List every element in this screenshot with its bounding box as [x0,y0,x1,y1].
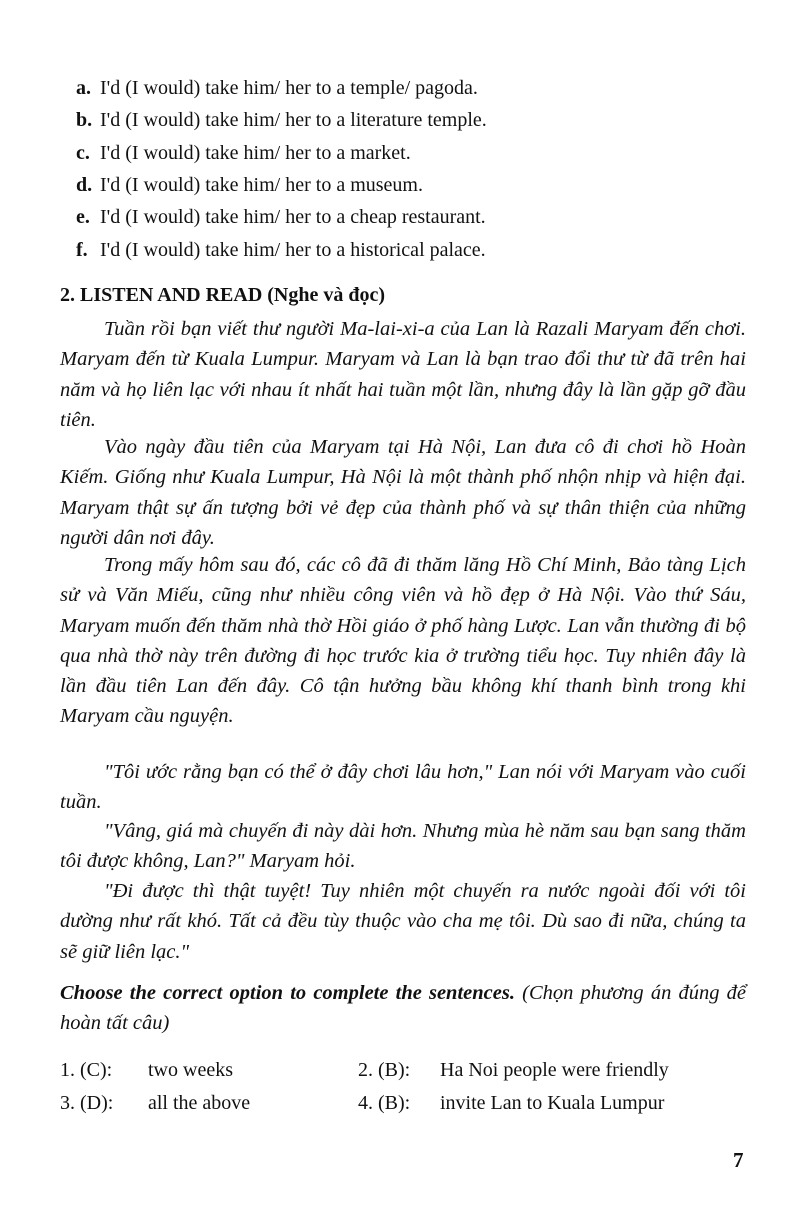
option-f [76,238,486,262]
reading-paragraph-6: "Đi được thì thật tuyệt! Tuy nhiên một chuyến ra nước ngoài đối với tôi dường như rất khó. Tất cả đều tùy thuộc vào cha mẹ tôi. Dù sao đi nữa, chúng ta sẽ giữ liên lạc." [60,880,746,963]
option-text: I'd (I would) take him/ her to a literature temple. [100,109,487,131]
page-number: 7 [733,1148,744,1172]
option-text: I'd (I would) take him/ her to a historical palace. [100,239,486,261]
option-c [76,141,411,165]
reading-paragraph-1: Tuần rồi bạn viết thư người Ma-lai-xi-a của Lan là Razali Maryam đến chơi. Maryam đến từ Kuala Lumpur. Maryam và Lan là bạn trao đổi thư từ đã trên hai năm và họ liên lạc với nhau ít nhất hai tuần một lần, nhưng đây là lần gặp gỡ đầu tiên. [60,318,746,431]
option-letter: a. [76,77,91,99]
reading-paragraph-2: Vào ngày đầu tiên của Maryam tại Hà Nội, Lan đưa cô đi chơi hồ Hoàn Kiếm. Giống như Kuala Lumpur, Hà Nội là một thành phố nhộn nhịp và hiện đại. Maryam thật sự ấn tượng bởi vẻ đẹp của thành phố và sự thân thiện của những người dân nơi đây. [60,436,746,549]
section-heading: 2. LISTEN AND READ (Nghe và đọc) [60,284,386,306]
instruction-english: Choose the correct option to complete the sentences. [60,982,515,1004]
answer-3-number: 3. (D): [60,1092,114,1114]
option-b [76,108,487,132]
exercise-instruction [60,978,746,1038]
answer-3-text: all the above [148,1092,251,1114]
option-text: I'd (I would) take him/ her to a cheap restaurant. [100,206,486,228]
option-text: I'd (I would) take him/ her to a museum. [100,174,423,196]
option-letter: d. [76,174,93,196]
option-text: I'd (I would) take him/ her to a market. [100,142,411,164]
answer-4-text: invite Lan to Kuala Lumpur [440,1092,665,1114]
reading-paragraph-5: "Vâng, giá mà chuyến đi này dài hơn. Nhưng mùa hè năm sau bạn sang thăm tôi được không, Lan?" Maryam hỏi. [60,820,746,873]
option-text: I'd (I would) take him/ her to a temple/ pagoda. [100,77,478,99]
answer-1-number: 1. (C): [60,1059,113,1081]
reading-paragraph-4: "Tôi ước rằng bạn có thể ở đây chơi lâu hơn," Lan nói với Maryam vào cuối tuần. [60,761,746,814]
answer-1-text: two weeks [148,1059,233,1081]
option-letter: f. [76,239,88,261]
option-e [76,205,486,229]
option-d [76,173,423,197]
answer-2-number: 2. (B): [358,1059,411,1081]
reading-paragraph-3: Trong mấy hôm sau đó, các cô đã đi thăm lăng Hồ Chí Minh, Bảo tàng Lịch sử và Văn Miếu, cũng như nhiều công viên và hồ đẹp ở Hà Nội. Vào thứ Sáu, Maryam muốn đến thăm nhà thờ Hồi giáo ở phố hàng Lược. Lan vẫn thường đi bộ qua nhà thờ này trên đường đi học trước kia ở trường tiểu học. Tuy nhiên đây là lần đầu tiên Lan đến đây. Cô tận hưởng bầu không khí thanh bình trong khi Maryam cầu nguyện. [60,554,746,728]
option-a [76,76,478,100]
instruction-vietnamese: (Chọn phương án đúng để hoàn tất câu) [60,982,747,1034]
option-letter: b. [76,109,93,131]
answer-2-text: Ha Noi people were friendly [440,1059,669,1081]
option-letter: c. [76,142,90,164]
answer-4-number: 4. (B): [358,1092,411,1114]
option-letter: e. [76,206,90,228]
